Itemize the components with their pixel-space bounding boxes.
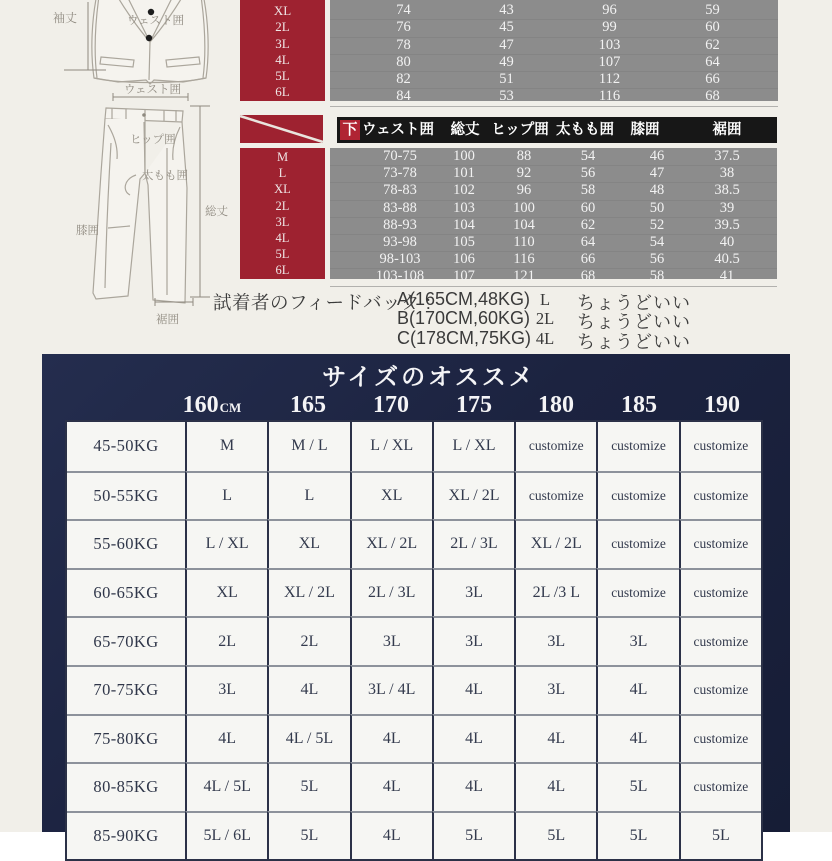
table-cell: 68 [580, 268, 596, 285]
recommended-size-cell: 4L [432, 714, 514, 763]
weight-label: 45-50KG [93, 436, 159, 456]
recommended-size-cell: XL [350, 471, 432, 520]
table-cell: 38 [719, 165, 735, 182]
recommended-size-cell: XL / 2L [432, 471, 514, 520]
table-cell: 100 [453, 148, 475, 164]
table-cell: 39.5 [714, 216, 740, 233]
table-cell: 93-98 [383, 233, 417, 250]
recommended-size-cell: customize [679, 616, 761, 665]
height-header [290, 392, 326, 419]
table-cell: 45 [499, 19, 514, 36]
jacket-illustration [0, 0, 240, 103]
table-cell: 83-88 [383, 199, 417, 216]
recommended-size-cell: customize [679, 471, 761, 520]
recommended-size-cell: customize [514, 471, 596, 520]
table-row [330, 166, 777, 183]
size-recommendation-panel [42, 354, 790, 846]
recommended-size-cell: customize [679, 422, 761, 471]
table-cell: 46 [649, 148, 665, 164]
table-cell: 58 [580, 182, 596, 199]
table-cell: 99 [602, 19, 617, 36]
table-cell: 98-103 [379, 251, 421, 268]
size-label: 2L [275, 198, 290, 213]
recommended-size-cell: 5L [596, 811, 678, 860]
table-cell: 78 [396, 36, 411, 53]
recommended-size-cell: customize [596, 422, 678, 471]
table-cell: 103-108 [375, 268, 425, 285]
table-cell: 48 [649, 182, 665, 199]
table-cell: 101 [453, 165, 475, 182]
size-label: 4L [275, 51, 290, 67]
recommended-size-cell: 4L [350, 762, 432, 811]
recommended-size-cell: 4L [596, 665, 678, 714]
recommended-size-cell: 3L [350, 616, 432, 665]
table-cell: 64 [580, 233, 596, 250]
table-cell: 49 [499, 53, 514, 70]
size-label: L [278, 166, 287, 181]
height-value: 170 [373, 392, 409, 418]
table-row [330, 72, 778, 89]
recommended-size-cell: L / XL [350, 422, 432, 471]
tester-size: L [539, 290, 551, 309]
weight-label: 75-80KG [67, 714, 185, 763]
height-value: 175 [456, 392, 492, 418]
table-cell: 62 [705, 36, 720, 53]
recommended-size-cell: customize [596, 568, 678, 617]
table-cell: 105 [453, 233, 475, 250]
table-cell: 82 [396, 71, 411, 88]
recommended-size-cell: 5L [267, 811, 349, 860]
table-cell: 96 [602, 2, 617, 18]
recommended-size-cell: XL [267, 519, 349, 568]
table-cell: 66 [705, 71, 720, 88]
recommended-size-cell: customize [514, 422, 596, 471]
tester-spec: A(165CM,48KG) [397, 289, 531, 309]
table-cell: 64 [705, 53, 720, 70]
pants-header-shita-badge: 下 [340, 120, 360, 140]
table-cell: 116 [513, 251, 535, 268]
table-cell: 110 [513, 233, 535, 250]
table-cell: 39 [719, 199, 735, 216]
height-header [183, 392, 242, 419]
table-cell: 51 [499, 71, 514, 88]
table-cell: 78-83 [383, 182, 417, 199]
table-cell: 100 [513, 199, 535, 216]
recommended-size-cell: 4L / 5L [185, 762, 267, 811]
table-row [330, 149, 777, 166]
tester-comment: ちょうどいい [577, 331, 691, 352]
table-cell: 59 [705, 2, 720, 18]
recommended-size-cell: 4L [350, 811, 432, 860]
table-row [330, 252, 777, 269]
weight-label: 70-75KG [67, 665, 185, 714]
recommended-size-cell: 5L [514, 811, 596, 860]
size-label: 4L [275, 230, 290, 245]
table-cell: 107 [598, 53, 621, 70]
recommended-size-cell: 3L [596, 616, 678, 665]
recommended-size-cell: 4L / 5L [267, 714, 349, 763]
pants-table-values [330, 148, 777, 285]
height-value: 160 [182, 392, 219, 418]
table-cell: 47 [649, 165, 665, 182]
jacket-sleeve-label: 袖丈 [53, 11, 78, 25]
height-header [373, 392, 409, 419]
size-label: XL [273, 3, 292, 18]
recommended-size-cell: 3L / 4L [350, 665, 432, 714]
table-cell: 88 [516, 148, 532, 164]
recommended-size-cell: 3L [185, 665, 267, 714]
table-cell: 96 [516, 182, 532, 199]
height-header [704, 392, 740, 419]
size-label: 2L [275, 19, 290, 35]
recommended-size-cell: 4L [514, 762, 596, 811]
table-cell: 102 [453, 182, 475, 199]
column-header: 膝囲 [630, 122, 660, 138]
column-header: ウェスト囲 [362, 122, 434, 138]
recommended-size-cell: 5L [679, 811, 761, 860]
height-value: 165 [290, 392, 326, 418]
recommended-size-cell: 3L [514, 616, 596, 665]
recommended-size-cell: 3L [432, 568, 514, 617]
recommended-size-cell: 2L [267, 616, 349, 665]
recommended-size-cell: customize [679, 714, 761, 763]
column-header: 太もも囲 [556, 122, 614, 138]
tester-comment: ちょうどいい [577, 293, 691, 313]
tester-spec: C(178CM,75KG) [397, 327, 532, 348]
pants-table-corner-cell [240, 115, 323, 143]
weight-label: 85-90KG [67, 811, 185, 860]
table-cell: 106 [453, 251, 475, 268]
recommended-size-cell: XL / 2L [514, 519, 596, 568]
table-cell: 104 [513, 216, 535, 233]
table-cell: 103 [453, 199, 475, 216]
table-row [330, 55, 778, 72]
weight-label: 50-55KG [67, 471, 185, 520]
table-cell: 60 [580, 199, 596, 216]
pants-knee-label: 膝囲 [76, 225, 99, 237]
table-cell: 107 [453, 268, 475, 285]
recommended-size-cell: XL [185, 568, 267, 617]
recommended-size-cell: 4L [267, 665, 349, 714]
table-cell: 62 [580, 216, 596, 233]
table-cell: 54 [649, 233, 665, 250]
tester-spec: B(170CM,60KG) [397, 308, 531, 329]
recommended-size-cell: 2L / 3L [432, 519, 514, 568]
table-cell: 74 [396, 2, 411, 18]
table-cell: 84 [396, 88, 411, 105]
table-cell: 53 [499, 88, 514, 105]
feedback-entry [397, 327, 767, 352]
table-cell: 73-78 [383, 165, 417, 182]
table-cell: 66 [580, 251, 596, 268]
table-row [330, 3, 778, 20]
diagonal-line [240, 115, 323, 143]
recommended-size-cell: 5L [267, 762, 349, 811]
jacket-waist-label: ウェスト囲 [127, 15, 185, 27]
table-cell: 56 [649, 251, 665, 268]
recommended-size-cell: 4L [432, 665, 514, 714]
tester-comment: ちょうどいい [577, 312, 691, 333]
table-cell: 40.5 [714, 251, 740, 268]
table-cell: 37.5 [714, 148, 740, 164]
table-cell: 116 [598, 88, 621, 105]
table-cell: 52 [649, 216, 665, 233]
size-label: M [276, 150, 289, 164]
table-cell: 56 [580, 165, 596, 182]
jacket-table-size-column [240, 0, 325, 101]
table-row [330, 269, 777, 286]
table-cell: 112 [598, 71, 621, 88]
recommended-size-cell: customize [596, 519, 678, 568]
table-row [330, 89, 778, 106]
table-cell: 70-75 [383, 148, 417, 164]
size-label: 3L [275, 35, 290, 51]
pants-table-size-column [240, 148, 325, 279]
weight-label: 55-60KG [67, 519, 185, 568]
jacket-hem-waist-label: ウェスト囲 [124, 84, 182, 96]
weight-label: 60-65KG [67, 568, 185, 617]
recommended-size-cell: customize [679, 665, 761, 714]
recommendation-title: サイズのオススメ [322, 365, 536, 391]
tester-size: 4L [535, 328, 555, 348]
column-header: 裾囲 [712, 122, 742, 138]
table-cell: 121 [513, 268, 535, 285]
table-row [330, 235, 777, 252]
recommended-size-cell: 2L /3 L [514, 568, 596, 617]
size-label: 6L [275, 84, 290, 100]
table-row [330, 201, 777, 218]
feedback-entry [397, 289, 767, 313]
table-cell: 47 [499, 36, 514, 53]
recommended-size-cell: XL / 2L [267, 568, 349, 617]
tester-size: 2L [535, 309, 555, 329]
table-cell: 43 [499, 2, 514, 18]
weight-label: 65-70KG [67, 616, 185, 665]
pants-thigh-label: 太もも囲 [142, 170, 188, 182]
height-header [538, 392, 574, 419]
column-header: 総丈 [450, 122, 480, 138]
recommended-size-cell: 4L [350, 714, 432, 763]
recommended-size-cell: 2L [185, 616, 267, 665]
height-unit: CM [219, 400, 242, 415]
height-header [456, 392, 492, 419]
size-label: XL [274, 182, 291, 197]
recommended-size-cell: L [267, 471, 349, 520]
weight-label: 80-85KG [67, 762, 185, 811]
fit-feedback-label: 試着者のフィードバック : [213, 292, 432, 313]
table-cell: 54 [580, 148, 596, 164]
table-cell: 40 [719, 233, 735, 250]
recommended-size-cell: 5L [432, 811, 514, 860]
table-cell: 58 [649, 268, 665, 285]
table-cell: 50 [649, 199, 665, 216]
recommended-size-cell: 3L [514, 665, 596, 714]
pants-table-header [337, 117, 777, 143]
jacket-button [146, 35, 152, 41]
table-cell: 88-93 [383, 216, 417, 233]
table-cell: 38.5 [714, 182, 740, 199]
recommended-size-cell: customize [596, 471, 678, 520]
recommended-size-cell: L / XL [432, 422, 514, 471]
table-cell: 80 [396, 53, 411, 70]
recommended-size-cell: 5L / 6L [185, 811, 267, 860]
table-row [330, 38, 778, 55]
table-cell: 76 [396, 19, 411, 36]
size-label: 5L [275, 247, 290, 262]
recommended-size-cell: customize [679, 519, 761, 568]
recommended-size-cell: 4L [432, 762, 514, 811]
jacket-table-values [330, 0, 778, 105]
recommended-size-cell: L / XL [185, 519, 267, 568]
recommended-size-cell: XL / 2L [350, 519, 432, 568]
recommended-size-cell: M / L [267, 422, 349, 471]
size-label: 6L [275, 263, 290, 278]
table-row [330, 20, 778, 37]
table-cell: 103 [598, 36, 621, 53]
recommended-size-cell: 4L [596, 714, 678, 763]
table-row [330, 218, 777, 235]
table-cell: 104 [453, 216, 475, 233]
table-cell: 92 [516, 165, 532, 182]
fit-feedback-section [0, 289, 780, 353]
table-row [330, 183, 777, 200]
recommended-size-cell: 4L [185, 714, 267, 763]
column-header: ヒップ囲 [491, 122, 549, 138]
pants-hip-label: ヒップ囲 [130, 134, 176, 146]
recommended-size-cell: 2L / 3L [350, 568, 432, 617]
feedback-entry [397, 308, 767, 333]
recommended-size-cell: 5L [596, 762, 678, 811]
pants-hem-label: 裾囲 [156, 314, 179, 326]
table-cell: 60 [705, 19, 720, 36]
height-value: 180 [538, 392, 574, 418]
pants-length-label: 総丈 [205, 206, 228, 218]
recommended-size-cell: L [185, 471, 267, 520]
size-label: 5L [275, 68, 290, 84]
height-value: 185 [621, 392, 657, 418]
recommended-size-cell: M [185, 422, 267, 471]
table-cell: 41 [719, 268, 735, 285]
height-value: 190 [704, 392, 740, 418]
table-cell: 68 [705, 88, 720, 105]
recommendation-table [65, 420, 763, 861]
recommended-size-cell: customize [679, 568, 761, 617]
height-header [621, 392, 657, 419]
size-label: 3L [275, 214, 290, 229]
recommended-size-cell: 3L [432, 616, 514, 665]
recommended-size-cell: 4L [514, 714, 596, 763]
recommended-size-cell: customize [679, 762, 761, 811]
